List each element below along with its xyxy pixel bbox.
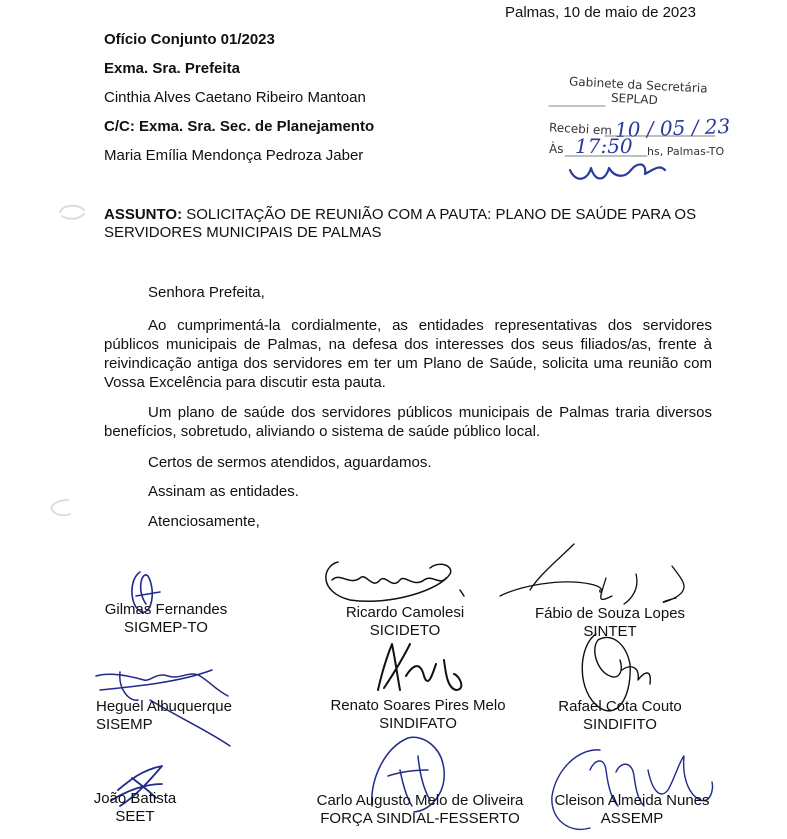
signatory-entity: ASSEMP	[600, 810, 664, 827]
signatory-4	[96, 698, 246, 734]
signatory-name: Gilmas Fernandes	[104, 601, 228, 618]
body-paragraph-1	[104, 316, 712, 392]
signatory-name: Rafael Cota Couto	[558, 698, 682, 715]
signatory-3	[510, 605, 710, 641]
reception-stamp	[535, 74, 735, 188]
signature-ricardo	[326, 562, 464, 601]
signatory-9	[542, 792, 722, 828]
signatory-entity: SIGMEP-TO	[124, 619, 208, 636]
subject-label: ASSUNTO:	[104, 206, 183, 223]
punch-hole-mark-bottom	[46, 498, 76, 518]
recipient-name: Cinthia Alves Caetano Ribeiro Mantoan	[104, 89, 366, 106]
signatory-6	[530, 698, 710, 734]
signatory-name: João Batista	[93, 790, 177, 807]
signatory-entity: SEET	[115, 808, 155, 825]
stamp-received-date: 10 / 05 / 23	[614, 113, 731, 143]
stamp-received-label: Recebi em	[548, 120, 613, 138]
oficio-number: Ofício Conjunto 01/2023	[104, 31, 275, 48]
stamp-time-value: 17:50	[575, 134, 633, 158]
closing: Atenciosamente,	[148, 513, 260, 530]
body-line-3: Certos de sermos atendidos, aguardamos.	[148, 454, 432, 471]
stamp-line-2: SEPLAD	[610, 90, 659, 108]
signatory-entity: FORÇA SINDIAL-FESSERTO	[320, 810, 520, 827]
signatory-entity: SINDIFATO	[379, 715, 457, 732]
signatory-name: Renato Soares Pires Melo	[330, 697, 506, 714]
signatory-name: Cleison Almeida Nunes	[554, 792, 710, 809]
signatory-8	[300, 792, 540, 828]
body-line-4: Assinam as entidades.	[148, 483, 299, 500]
signature-fabio	[500, 544, 684, 604]
recipient-title: Exma. Sra. Prefeita	[104, 60, 240, 77]
signatory-2	[320, 604, 490, 640]
signatory-name: Heguel Albuquerque	[96, 698, 232, 715]
signatory-entity: SISEMP	[96, 716, 153, 733]
date-line: Palmas, 10 de maio de 2023	[505, 4, 696, 21]
salutation: Senhora Prefeita,	[148, 284, 265, 301]
signatory-name: Carlo Augusto Melo de Oliveira	[316, 792, 524, 809]
signature-renato	[378, 644, 461, 690]
subject	[104, 206, 724, 242]
stamp-time-label: Às	[549, 142, 564, 156]
body-paragraph-2-text: Um plano de saúde dos servidores públicos municipais de Palmas traria diversos benefícios, sobretudo, aliviando o sistema de saúde público local.	[104, 404, 712, 440]
stamp-line-1: Gabinete da Secretária	[568, 74, 708, 96]
punch-hole-mark-top	[58, 202, 88, 222]
cc-name: Maria Emília Mendonça Pedroza Jaber	[104, 147, 364, 164]
signatory-5	[318, 697, 518, 733]
signatory-entity: SINDIFITO	[583, 716, 657, 733]
body-paragraph-1-text: Ao cumprimentá-la cordialmente, as entidades representativas dos servidores públicos municipais de Palmas, na defesa dos interesses dos seus filiados/as, frente à reivindicação antiga dos servidores em ter um Plano de Saúde, solicita uma reunião com Vossa Excelência para discutir esta pauta.	[104, 317, 712, 391]
subject-text: SOLICITAÇÃO DE REUNIÃO COM A PAUTA: PLANO DE SAÚDE PARA OS SERVIDORES MUNICIPAIS DE PALMAS	[104, 206, 697, 241]
signatory-1	[96, 601, 236, 637]
stamp-time-suffix: hs, Palmas-TO	[647, 145, 725, 158]
signatory-7	[80, 790, 190, 826]
cc-title: C/C: Exma. Sra. Sec. de Planejamento	[104, 118, 375, 135]
signatory-name: Fábio de Souza Lopes	[534, 605, 686, 622]
body-paragraph-2	[104, 403, 712, 441]
signatory-entity: SINTET	[583, 623, 637, 640]
signatory-name: Ricardo Camolesi	[345, 604, 465, 621]
signatory-entity: SICIDETO	[369, 622, 441, 639]
